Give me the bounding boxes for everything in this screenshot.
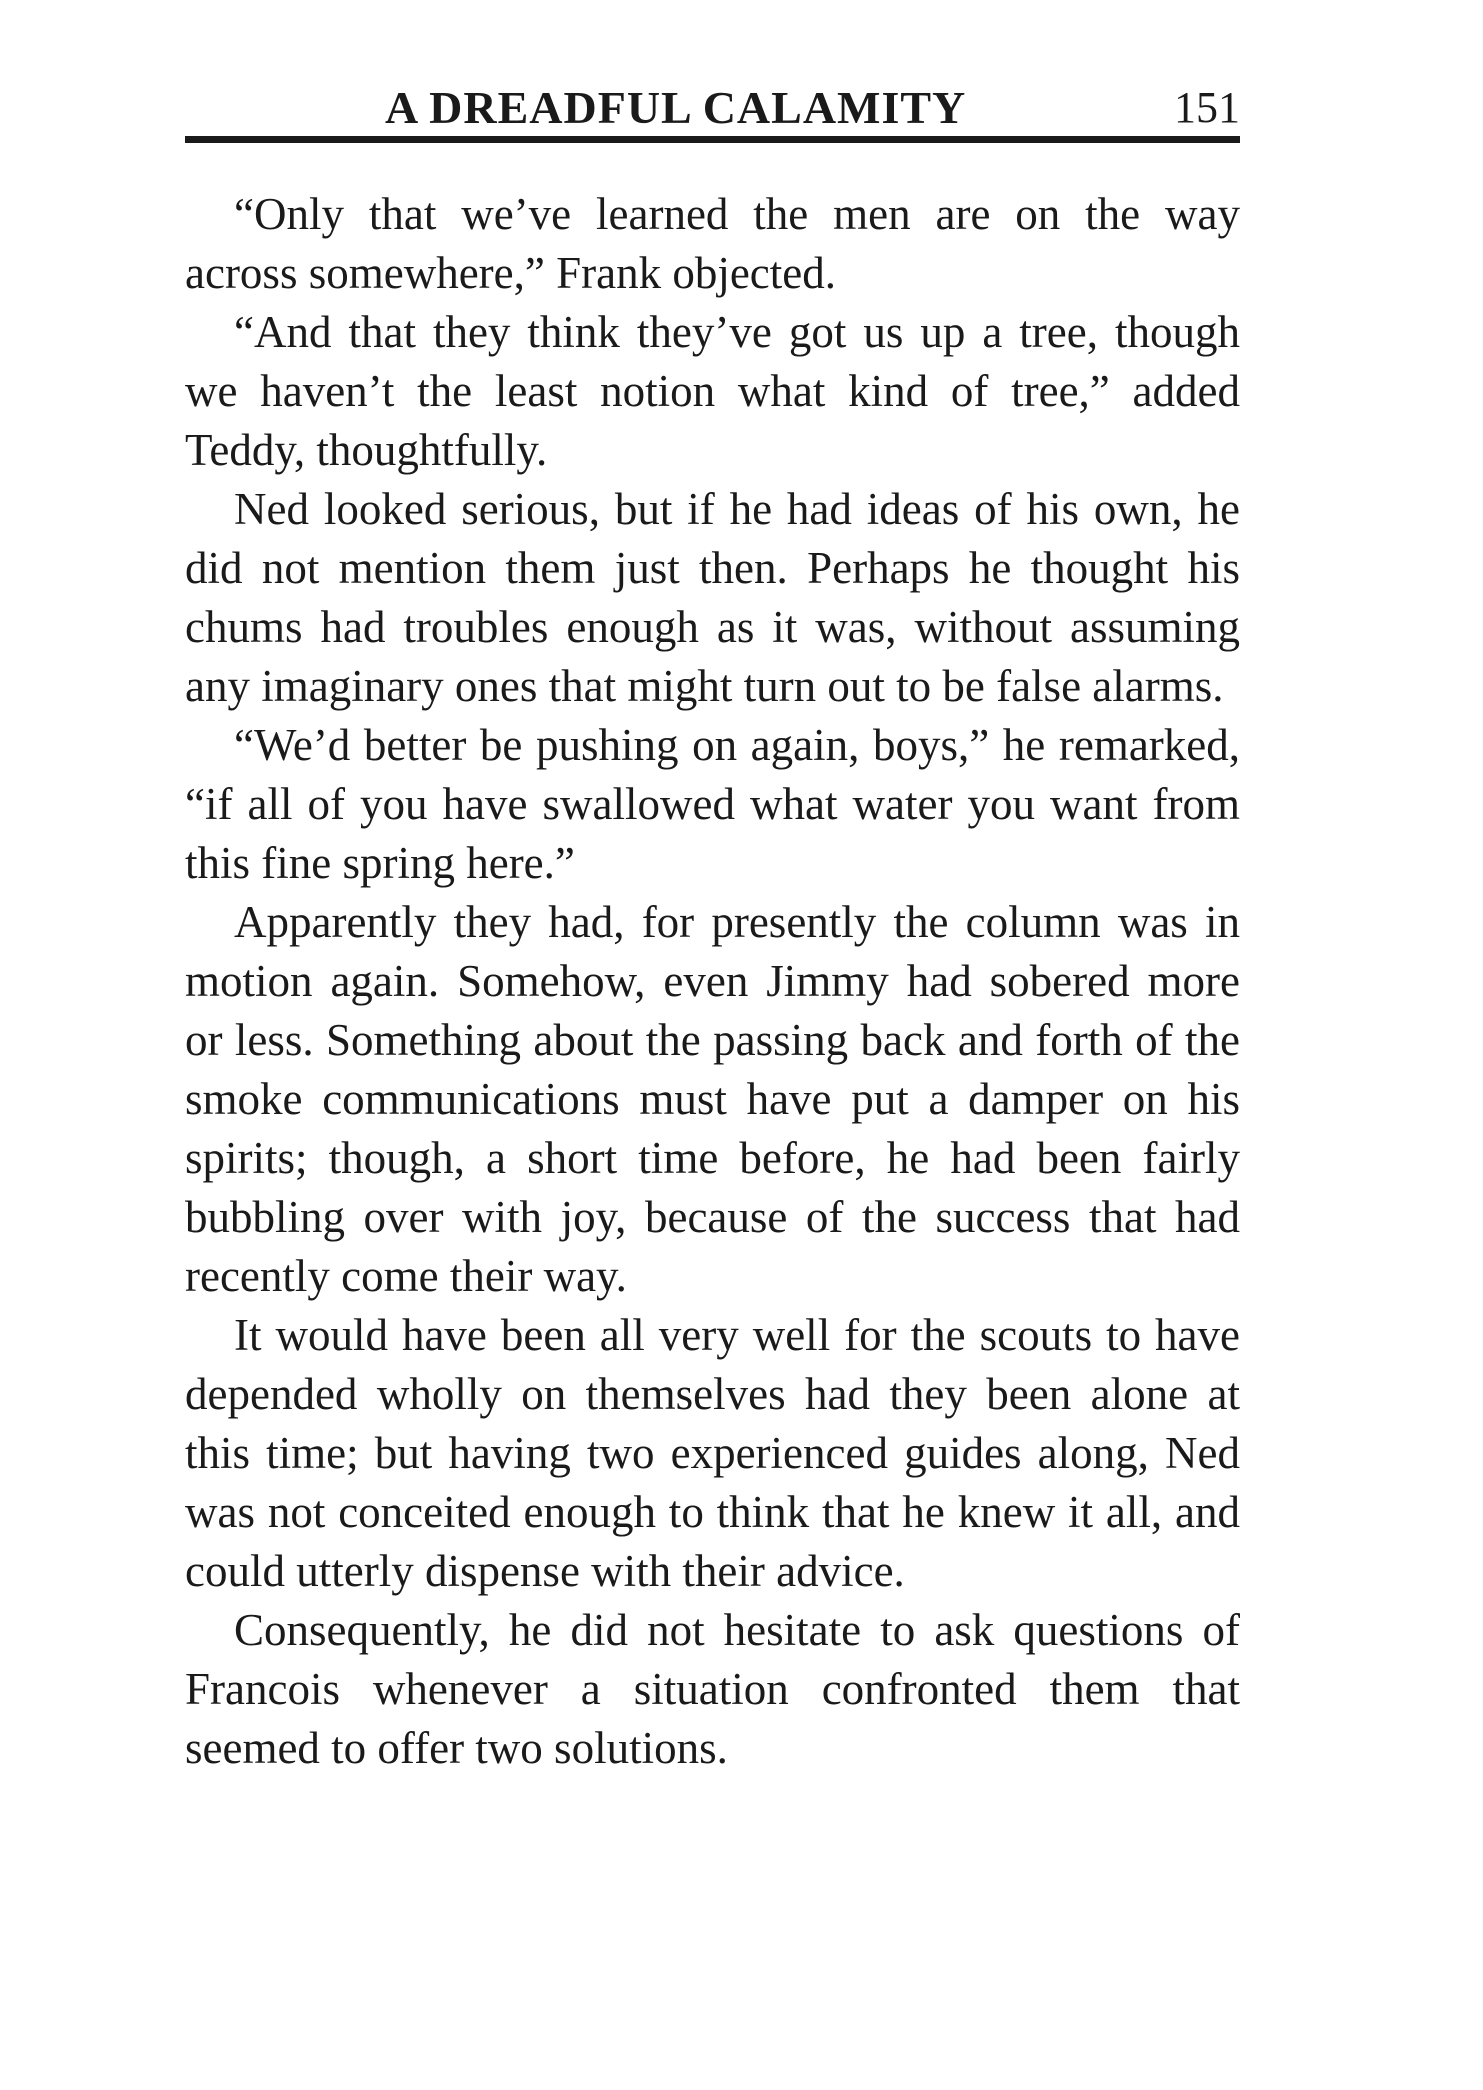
running-title: A DREADFUL CALAMITY bbox=[385, 82, 967, 133]
running-head bbox=[185, 78, 1240, 138]
paragraph: Ned looked serious, but if he had ideas of his own, he did not mention them just then. Perhaps he thought his chums had troubles enough as it was, without assuming any imaginary ones that might turn out to be false alarms. bbox=[185, 484, 1240, 711]
paragraph: It would have been all very well for the scouts to have depended wholly on themselves had they been alone at this time; but having two experienced guides along, Ned was not conceited enough to think that he knew it all, and could utterly dispense with their advice. bbox=[185, 1310, 1240, 1596]
paragraph: Consequently, he did not hesitate to ask questions of Francois whenever a situation confronted them that seemed to offer two solutions. bbox=[185, 1605, 1240, 1773]
body-text bbox=[185, 185, 1240, 1778]
paragraph: “And that they think they’ve got us up a tree, though we haven’t the least notion what kind of tree,” added Teddy, thoughtfully. bbox=[185, 307, 1240, 475]
paragraph: “Only that we’ve learned the men are on the way across somewhere,” Frank objected. bbox=[185, 189, 1240, 298]
page-number: 151 bbox=[1174, 83, 1240, 132]
header-rule bbox=[185, 136, 1240, 143]
paragraph: Apparently they had, for presently the column was in motion again. Somehow, even Jimmy had sobered more or less. Something about the passing back and forth of the smoke communications must have put a damper on his spirits; though, a short time before, he had been fairly bubbling over with joy, because of the success that had recently come their way. bbox=[185, 897, 1240, 1301]
paragraph: “We’d better be pushing on again, boys,” he remarked, “if all of you have swallowed what water you want from this fine spring here.” bbox=[185, 720, 1240, 888]
